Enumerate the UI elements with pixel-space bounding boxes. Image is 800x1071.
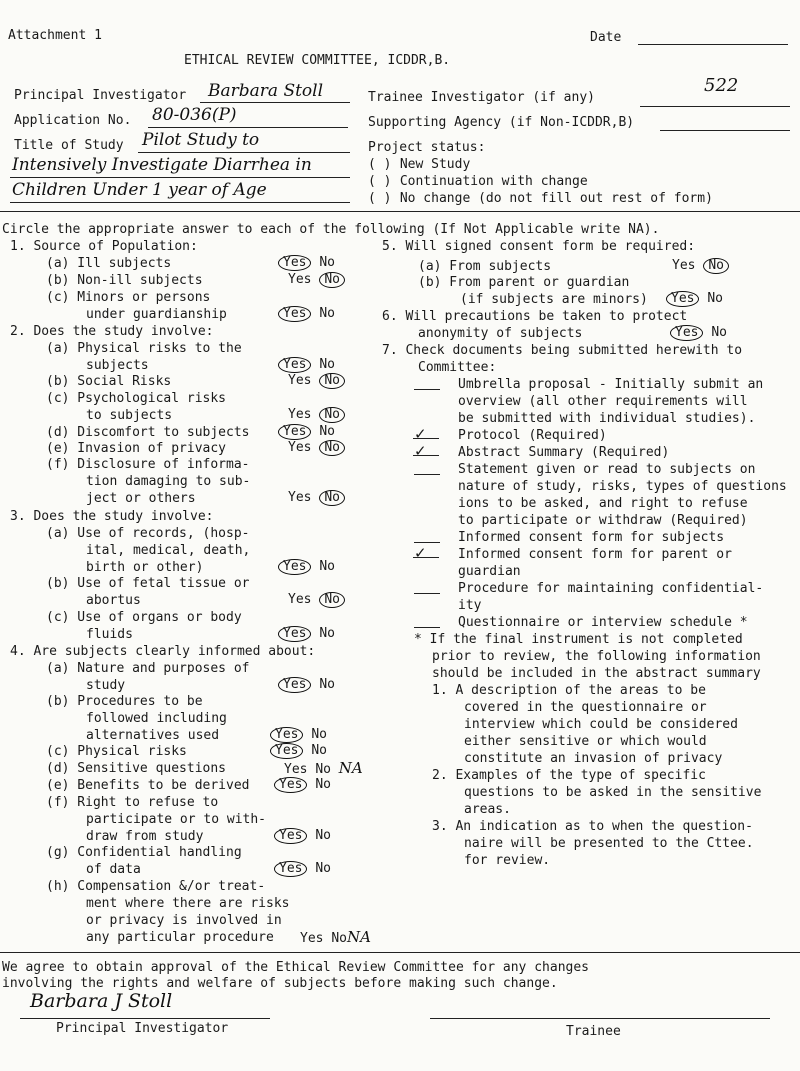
- study-title-underline2: [10, 177, 350, 178]
- q3a-label3: birth or other): [86, 560, 204, 575]
- note-item1-line4: either sensitive or which would: [464, 734, 707, 749]
- q2d-no[interactable]: No: [319, 424, 335, 439]
- study-title-line3: Children Under 1 year of Age: [12, 180, 267, 200]
- q4f-label1: (f) Right to refuse to: [46, 795, 219, 810]
- q6-answer[interactable]: [670, 325, 727, 341]
- trainee-signature-line: [430, 1018, 770, 1019]
- date-label: Date: [590, 30, 622, 45]
- checkmark-icon: ✓: [414, 425, 427, 443]
- note-item3-line1: 3. An indication as to when the question-: [432, 819, 753, 834]
- q2b-yes[interactable]: Yes: [288, 373, 312, 388]
- q4c-label: (c) Physical risks: [46, 744, 187, 759]
- status-nochange-row[interactable]: ( ) No change (do not fill out rest of form): [368, 191, 713, 206]
- q1a-label: (a) Ill subjects: [46, 256, 172, 271]
- q3a-yes[interactable]: Yes: [278, 559, 311, 575]
- q7-label2: Committee:: [418, 360, 497, 375]
- status-new-row[interactable]: ( ) New Study: [368, 157, 471, 172]
- doc-questionnaire-label: Questionnaire or interview schedule *: [458, 615, 748, 630]
- q3c-yes[interactable]: Yes: [278, 626, 311, 642]
- doc-consent-parent-checkbox[interactable]: [414, 545, 439, 562]
- q6-label2: anonymity of subjects: [418, 326, 583, 341]
- q3a-answer[interactable]: [278, 559, 335, 575]
- q3a-label2: ital, medical, death,: [86, 543, 251, 558]
- application-label: Application No.: [14, 113, 132, 128]
- q3b-label1: (b) Use of fetal tissue or: [46, 576, 250, 591]
- q3b-yes[interactable]: Yes: [288, 592, 312, 607]
- doc-umbrella-checkbox[interactable]: [414, 377, 440, 394]
- q4b-answer[interactable]: [270, 727, 327, 743]
- q2e-answer[interactable]: [288, 440, 345, 456]
- trainee-line: [640, 106, 790, 107]
- doc-umbrella-label3: be submitted with individual studies).: [458, 411, 756, 426]
- checkmark-icon: ✓: [414, 544, 427, 562]
- q4f-label2: participate or to with-: [86, 812, 267, 827]
- status-continuation-row[interactable]: ( ) Continuation with change: [368, 174, 588, 189]
- q4d-no[interactable]: No: [315, 762, 331, 777]
- q2d-label: (d) Discomfort to subjects: [46, 425, 250, 440]
- doc-statement-label2: nature of study, risks, types of questions: [458, 479, 787, 494]
- q4e-yes[interactable]: Yes: [274, 777, 307, 793]
- q2f-answer[interactable]: [288, 490, 345, 506]
- note-item2-line3: areas.: [464, 802, 511, 817]
- q2e-no[interactable]: No: [319, 440, 345, 456]
- q3b-answer[interactable]: [288, 592, 345, 608]
- section-divider-bottom: [0, 952, 800, 953]
- q4b-label3: alternatives used: [86, 728, 220, 743]
- note-line1: * If the final instrument is not completed: [414, 632, 743, 647]
- q2d-answer[interactable]: [278, 424, 335, 440]
- doc-protocol-checkbox[interactable]: [414, 426, 439, 443]
- trainee-signature-label: Trainee: [566, 1024, 621, 1039]
- doc-abstract-checkbox[interactable]: [414, 443, 439, 460]
- q4b-no[interactable]: No: [311, 727, 327, 742]
- page-mark: 522: [704, 75, 739, 96]
- pi-signature-label: Principal Investigator: [56, 1021, 229, 1036]
- trainee-label: Trainee Investigator (if any): [368, 90, 595, 105]
- q4h-label3: or privacy is involved in: [86, 913, 282, 928]
- q3a-no[interactable]: No: [319, 559, 335, 574]
- q1c-label2: under guardianship: [86, 307, 227, 322]
- q5-heading: 5. Will signed consent form be required:: [382, 239, 696, 254]
- q4h-label1: (h) Compensation &/or treat-: [46, 879, 266, 894]
- q4d-yes[interactable]: Yes: [284, 762, 308, 777]
- q1c-answer[interactable]: [278, 306, 335, 322]
- q5a-label: (a) From subjects: [418, 259, 552, 274]
- q4a-label2: study: [86, 678, 126, 693]
- q1b-yes[interactable]: Yes: [288, 272, 312, 287]
- agreement-line2: involving the rights and welfare of subjects before making such change.: [2, 976, 558, 991]
- q5a-no[interactable]: No: [703, 258, 729, 274]
- doc-confidentiality-label1: Procedure for maintaining confidential-: [458, 581, 764, 596]
- q4g-answer[interactable]: [274, 861, 331, 877]
- q3c-label2: fluids: [86, 627, 133, 642]
- q5b-yes[interactable]: Yes: [666, 291, 699, 307]
- q2f-no[interactable]: No: [319, 490, 345, 506]
- checkmark-icon: ✓: [414, 442, 427, 460]
- note-item1-line1: 1. A description of the areas to be: [432, 683, 706, 698]
- q2a-label1: (a) Physical risks to the: [46, 341, 242, 356]
- q4a-answer[interactable]: [278, 677, 335, 693]
- q2b-label: (b) Social Risks: [46, 374, 172, 389]
- q2c-answer[interactable]: [288, 407, 345, 423]
- q2a-no[interactable]: No: [319, 357, 335, 372]
- q5b-no[interactable]: No: [707, 291, 723, 306]
- q4a-yes[interactable]: Yes: [278, 677, 311, 693]
- q4b-yes[interactable]: Yes: [270, 727, 303, 743]
- q4c-no[interactable]: No: [311, 743, 327, 758]
- q4g-yes[interactable]: Yes: [274, 861, 307, 877]
- q2a-answer[interactable]: [278, 357, 335, 373]
- q1b-no[interactable]: No: [319, 272, 345, 288]
- form-title: ETHICAL REVIEW COMMITTEE, ICDDR,B.: [184, 53, 451, 68]
- q4h-yes[interactable]: Yes: [300, 931, 324, 946]
- doc-consent-parent-label1: Informed consent form for parent or: [458, 547, 732, 562]
- q2c-label2: to subjects: [86, 408, 173, 423]
- q2c-no[interactable]: No: [319, 407, 345, 423]
- doc-consent-subjects-label: Informed consent form for subjects: [458, 530, 725, 545]
- q2d-yes[interactable]: Yes: [278, 424, 311, 440]
- agency-label: Supporting Agency (if Non-ICDDR,B): [368, 115, 635, 130]
- note-item2-line2: questions to be asked in the sensitive: [464, 785, 762, 800]
- application-line: [148, 127, 348, 128]
- q2b-answer[interactable]: [288, 373, 345, 389]
- note-item1-line5: constitute an invasion of privacy: [464, 751, 723, 766]
- q1b-answer[interactable]: [288, 272, 345, 288]
- application-value: 80-036(P): [152, 105, 237, 125]
- section-divider-top: [0, 211, 800, 212]
- note-line2: prior to review, the following information: [432, 649, 761, 664]
- q2c-yes[interactable]: Yes: [288, 407, 312, 422]
- pi-value: Barbara Stoll: [208, 81, 324, 101]
- study-title-underline3: [10, 202, 350, 203]
- q4b-label1: (b) Procedures to be: [46, 694, 203, 709]
- q4h-answer[interactable]: [300, 930, 371, 946]
- q4d-na: NA: [338, 759, 363, 777]
- q2f-label3: ject or others: [86, 491, 196, 506]
- study-title-line1: Pilot Study to: [142, 130, 260, 150]
- q6-no[interactable]: No: [711, 325, 727, 340]
- q4f-label3: draw from study: [86, 829, 204, 844]
- q5a-answer[interactable]: [672, 258, 729, 274]
- q2c-label1: (c) Psychological risks: [46, 391, 227, 406]
- q7-label1: 7. Check documents being submitted herewith to: [382, 343, 743, 358]
- q5a-yes[interactable]: Yes: [672, 258, 696, 273]
- q4h-no[interactable]: No: [331, 931, 347, 946]
- q4g-no[interactable]: No: [315, 861, 331, 876]
- q4f-yes[interactable]: Yes: [274, 828, 307, 844]
- q1a-no[interactable]: No: [319, 255, 335, 270]
- doc-statement-label4: to participate or withdraw (Required): [458, 513, 748, 528]
- doc-abstract-label: Abstract Summary (Required): [458, 445, 670, 460]
- note-item1-line3: interview which could be considered: [464, 717, 738, 732]
- q3-heading: 3. Does the study involve:: [10, 509, 214, 524]
- q1-heading: 1. Source of Population:: [10, 239, 198, 254]
- status-continuation-label: Continuation with change: [399, 174, 588, 189]
- q4a-label1: (a) Nature and purposes of: [46, 661, 250, 676]
- doc-statement-label3: ions to be asked, and right to refuse: [458, 496, 748, 511]
- q4h-label2: ment where there are risks: [86, 896, 290, 911]
- note-item3-line2: naire will be presented to the Cttee.: [464, 836, 754, 851]
- pi-label: Principal Investigator: [14, 88, 187, 103]
- doc-confidentiality-checkbox[interactable]: [414, 581, 440, 598]
- status-nochange-label: No change (do not fill out rest of form): [399, 191, 713, 206]
- q5b-answer[interactable]: [666, 291, 723, 307]
- q4g-label1: (g) Confidential handling: [46, 845, 242, 860]
- note-item3-line3: for review.: [464, 853, 551, 868]
- pi-line: [200, 102, 350, 103]
- q4a-no[interactable]: No: [319, 677, 335, 692]
- q1c-label1: (c) Minors or persons: [46, 290, 211, 305]
- q2-heading: 2. Does the study involve:: [10, 324, 214, 339]
- study-title-underline1: [138, 152, 350, 153]
- q4c-answer[interactable]: [270, 743, 327, 759]
- study-title-label: Title of Study: [14, 138, 124, 153]
- q1b-label: (b) Non-ill subjects: [46, 273, 203, 288]
- agreement-line1: We agree to obtain approval of the Ethical Review Committee for any changes: [2, 960, 589, 975]
- q2a-yes[interactable]: Yes: [278, 357, 311, 373]
- q3c-label1: (c) Use of organs or body: [46, 610, 242, 625]
- pi-signature: Barbara J Stoll: [30, 990, 173, 1012]
- doc-statement-checkbox[interactable]: [414, 462, 440, 479]
- q4d-answer[interactable]: [284, 761, 363, 777]
- q2f-yes[interactable]: Yes: [288, 490, 312, 505]
- q2f-label1: (f) Disclosure of informa-: [46, 457, 250, 472]
- q3a-label1: (a) Use of records, (hosp-: [46, 526, 250, 541]
- q4e-answer[interactable]: [274, 777, 331, 793]
- q4f-answer[interactable]: [274, 828, 331, 844]
- q3c-no[interactable]: No: [319, 626, 335, 641]
- date-line: [638, 44, 788, 45]
- q4h-na: NA: [346, 928, 371, 946]
- doc-confidentiality-label2: ity: [458, 598, 482, 613]
- note-item1-line2: covered in the questionnaire or: [464, 700, 707, 715]
- q2e-yes[interactable]: Yes: [288, 440, 312, 455]
- instruction-text: Circle the appropriate answer to each of the following (If Not Applicable write NA).: [2, 222, 660, 237]
- status-new-label: New Study: [399, 157, 471, 172]
- q1c-no[interactable]: No: [319, 306, 335, 321]
- q4h-label4: any particular procedure: [86, 930, 274, 945]
- q2f-label2: tion damaging to sub-: [86, 474, 251, 489]
- q2b-no[interactable]: No: [319, 373, 345, 389]
- q4d-label: (d) Sensitive questions: [46, 761, 227, 776]
- q4e-no[interactable]: No: [315, 777, 331, 792]
- q1a-answer[interactable]: [278, 255, 335, 271]
- q4g-label2: of data: [86, 862, 141, 877]
- q3c-answer[interactable]: [278, 626, 335, 642]
- q4b-label2: followed including: [86, 711, 227, 726]
- q5b-label1: (b) From parent or guardian: [418, 275, 630, 290]
- q4f-no[interactable]: No: [315, 828, 331, 843]
- q2a-label2: subjects: [86, 358, 149, 373]
- note-item2-line1: 2. Examples of the type of specific: [432, 768, 706, 783]
- doc-umbrella-label1: Umbrella proposal - Initially submit an: [458, 377, 764, 392]
- q5b-label2: (if subjects are minors): [460, 292, 648, 307]
- q6-label1: 6. Will precautions be taken to protect: [382, 309, 688, 324]
- study-title-line2: Intensively Investigate Diarrhea in: [12, 155, 312, 175]
- q2e-label: (e) Invasion of privacy: [46, 441, 227, 456]
- agency-line: [660, 130, 790, 131]
- project-status-label: Project status:: [368, 140, 486, 155]
- doc-consent-parent-label2: guardian: [458, 564, 521, 579]
- doc-questionnaire-checkbox[interactable]: [414, 615, 440, 632]
- q3b-no[interactable]: No: [319, 592, 345, 608]
- q6-yes[interactable]: Yes: [670, 325, 703, 341]
- attachment-label: Attachment 1: [8, 28, 102, 43]
- q1c-yes[interactable]: Yes: [278, 306, 311, 322]
- q4e-label: (e) Benefits to be derived: [46, 778, 250, 793]
- q4-heading: 4. Are subjects clearly informed about:: [10, 644, 316, 659]
- q4c-yes[interactable]: Yes: [270, 743, 303, 759]
- q3b-label2: abortus: [86, 593, 141, 608]
- q1a-yes[interactable]: Yes: [278, 255, 311, 271]
- doc-protocol-label: Protocol (Required): [458, 428, 607, 443]
- doc-statement-label1: Statement given or read to subjects on: [458, 462, 756, 477]
- pi-signature-line: [20, 1018, 270, 1019]
- note-line3: should be included in the abstract summary: [432, 666, 761, 681]
- doc-umbrella-label2: overview (all other requirements will: [458, 394, 748, 409]
